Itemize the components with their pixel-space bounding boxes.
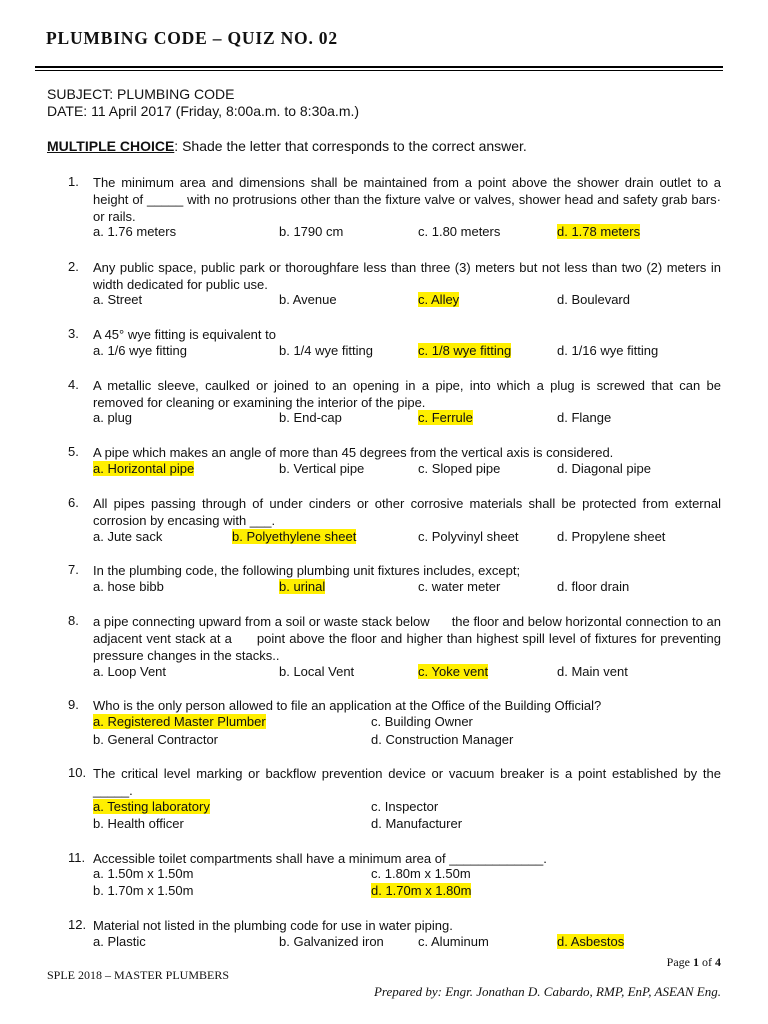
- question-text: A pipe which makes an angle of more than 45 degrees from the vertical axis is considered.: [93, 445, 614, 460]
- option: a. Jute sack: [93, 529, 163, 544]
- option: d. Flange: [557, 410, 612, 425]
- question-number: 11.: [68, 850, 86, 865]
- question-number: 10.: [68, 765, 87, 780]
- option: b. Galvanized iron: [279, 934, 384, 949]
- mc-label: MULTIPLE CHOICE: [47, 138, 175, 154]
- title-rule-thick: [35, 66, 723, 68]
- option-answer: a. Testing laboratory: [93, 799, 210, 814]
- question-text: a pipe connecting upward from a soil or waste stack below the floor and below horizontal connection to an adjacent vent stack at a point above the floor and higher than highest spill level of fixtures for preventing pressure changes in the stacks..: [93, 614, 725, 663]
- option-answer: c. Alley: [418, 292, 460, 307]
- option: c. water meter: [418, 579, 501, 594]
- question-number: 2.: [68, 259, 79, 274]
- option: b. 1/4 wye fitting: [279, 343, 373, 358]
- question-text: A metallic sleeve, caulked or joined to an opening in a pipe, into which a plug is screwed that can be removed for cleaning or examining the interior of the pipe.: [93, 378, 721, 410]
- option: d. Diagonal pipe: [557, 461, 651, 476]
- question-text: Accessible toilet compartments shall have a minimum area of _____________.: [93, 851, 547, 866]
- option: d. 1/16 wye fitting: [557, 343, 659, 358]
- option: b. Vertical pipe: [279, 461, 365, 476]
- option: c. 1.80m x 1.50m: [371, 866, 471, 881]
- question-number: 1.: [68, 174, 79, 189]
- option-answer: c. 1/8 wye fitting: [418, 343, 512, 358]
- instruction-line: [47, 138, 527, 154]
- option: a. 1.76 meters: [93, 224, 177, 239]
- question-text: A 45° wye fitting is equivalent to: [93, 327, 276, 342]
- option: d. Manufacturer: [371, 816, 463, 831]
- question-text: In the plumbing code, the following plumbing unit fixtures includes, except;: [93, 563, 521, 578]
- option: b. Health officer: [93, 816, 184, 831]
- option: b. 1.70m x 1.50m: [93, 883, 194, 898]
- question-number: 8.: [68, 613, 79, 628]
- option-answer: d. 1.78 meters: [557, 224, 641, 239]
- footer-exam-label: SPLE 2018 – MASTER PLUMBERS: [47, 968, 230, 982]
- option: d. floor drain: [557, 579, 630, 594]
- mc-instruction: : Shade the letter that corresponds to the correct answer.: [174, 138, 527, 154]
- subject-line: SUBJECT: PLUMBING CODE: [47, 86, 235, 102]
- option: c. Polyvinyl sheet: [418, 529, 519, 544]
- option: a. plug: [93, 410, 133, 425]
- option: d. Construction Manager: [371, 732, 514, 747]
- option: d. Main vent: [557, 664, 628, 679]
- question-number: 12.: [68, 917, 87, 932]
- option-answer: c. Ferrule: [418, 410, 473, 425]
- option: a. 1/6 wye fitting: [93, 343, 187, 358]
- question-number: 9.: [68, 697, 79, 712]
- question-number: 5.: [68, 444, 79, 459]
- question-text: All pipes passing through of under cinders or other corrosive materials shall be protected from external corrosion by encasing with ___.: [93, 496, 721, 528]
- option: d. Boulevard: [557, 292, 630, 307]
- option-answer: d. Asbestos: [557, 934, 625, 949]
- option-answer: c. Yoke vent: [418, 664, 489, 679]
- question-number: 4.: [68, 377, 79, 392]
- option: a. Plastic: [93, 934, 146, 949]
- option: d. Propylene sheet: [557, 529, 666, 544]
- question-number: 3.: [68, 326, 79, 341]
- option: a. 1.50m x 1.50m: [93, 866, 194, 881]
- option: c. 1.80 meters: [418, 224, 501, 239]
- option: b. Avenue: [279, 292, 337, 307]
- option: c. Sloped pipe: [418, 461, 501, 476]
- option: b. 1790 cm: [279, 224, 344, 239]
- page-number: Page 1 of 4: [666, 955, 721, 969]
- title-rule-thin: [35, 70, 723, 71]
- question-number: 6.: [68, 495, 79, 510]
- option-answer: d. 1.70m x 1.80m: [371, 883, 472, 898]
- option: a. hose bibb: [93, 579, 164, 594]
- option: b. End-cap: [279, 410, 342, 425]
- date-line: DATE: 11 April 2017 (Friday, 8:00a.m. to 8:30a.m.): [47, 103, 360, 119]
- option-answer: a. Horizontal pipe: [93, 461, 195, 476]
- question-text: Material not listed in the plumbing code for use in water piping.: [93, 918, 453, 933]
- option-answer: b. Polyethylene sheet: [232, 529, 357, 544]
- option: c. Aluminum: [418, 934, 489, 949]
- option: b. General Contractor: [93, 732, 219, 747]
- question-text: Who is the only person allowed to file an application at the Office of the Building Official?: [93, 698, 602, 713]
- question-text: The critical level marking or backflow prevention device or vacuum breaker is a point established by the _____.: [93, 766, 721, 798]
- option: b. Local Vent: [279, 664, 355, 679]
- footer-prepared-by: Prepared by: Engr. Jonathan D. Cabardo, RMP, EnP, ASEAN Eng.: [373, 984, 721, 999]
- option-answer: b. urinal: [279, 579, 326, 594]
- quiz-title: PLUMBING CODE – QUIZ NO. 02: [46, 28, 338, 48]
- question-number: 7.: [68, 562, 79, 577]
- option-answer: a. Registered Master Plumber: [93, 714, 266, 729]
- option: c. Inspector: [371, 799, 439, 814]
- question-text: Any public space, public park or thoroughfare less than three (3) meters but not less than two (2) meters in width dedicated for public use.: [93, 260, 721, 292]
- question-text: The minimum area and dimensions shall be maintained from a point above the shower drain outlet to a height of _____ with no protrusions other than the fixture valve or valves, shower head and safety grab bars· or rails.: [93, 175, 721, 224]
- option: a. Street: [93, 292, 143, 307]
- option: a. Loop Vent: [93, 664, 167, 679]
- option: c. Building Owner: [371, 714, 473, 729]
